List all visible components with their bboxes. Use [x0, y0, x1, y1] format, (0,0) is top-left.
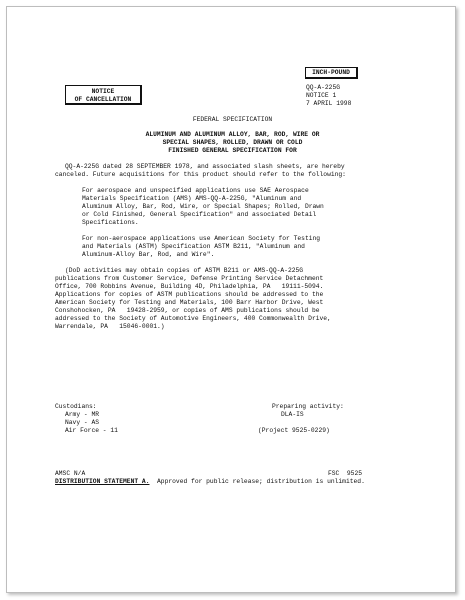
para3-line2: and Materials (ASTM) Specification ASTM B211, "Aluminum and [82, 243, 305, 250]
para4-line1: (DoD activities may obtain copies of ASTM B211 or AMS-QQ-A-225G [65, 267, 304, 274]
para4-line4: Applications for copies of ASTM publications should be addressed to the [55, 291, 324, 298]
custodian-army: Army - MR [65, 411, 100, 418]
para1-line2: canceled. Future acquisitions for this product should refer to the following: [55, 171, 346, 178]
doc-date: 7 APRIL 1998 [306, 100, 352, 107]
project-number: (Project 9525-0229) [258, 427, 330, 434]
para3-line3: Aluminum-Alloy Bar, Rod, and Wire". [82, 251, 215, 258]
notice-number: NOTICE 1 [306, 92, 337, 99]
para4-line8: Warrendale, PA 15046-0001.) [55, 323, 165, 330]
distribution-label: DISTRIBUTION STATEMENT A. [55, 478, 150, 485]
para2-line4: or Cold Finished, General Specification" and associated Detail [82, 211, 317, 218]
para2-line1: For aerospace and unspecified applications use SAE Aerospace [82, 187, 309, 194]
custodian-navy: Navy - AS [65, 419, 100, 426]
spec-type: FEDERAL SPECIFICATION [192, 116, 273, 123]
notice-line2: OF CANCELLATION [74, 96, 132, 103]
para3-line1: For non-aerospace applications use American Society for Testing [82, 235, 321, 242]
para4-line3: Office, 700 Robbins Avenue, Building 4D, Philadelphia, PA 19111-5094. [55, 283, 324, 290]
notice-of-cancellation-box [65, 85, 142, 105]
title-line3: FINISHED GENERAL SPECIFICATION FOR [168, 147, 297, 154]
para4-line6: Conshohocken, PA 19428-2959, or copies of AMS publications should be [55, 307, 320, 314]
amsc: AMSC N/A [55, 470, 86, 477]
para2-line2: Materials Specification (AMS) AMS-QQ-A-225G, "Aluminum and [82, 195, 302, 202]
notice-line1: NOTICE [91, 88, 115, 95]
title-line1: ALUMINUM AND ALUMINUM ALLOY, BAR, ROD, WIRE OR [145, 131, 320, 138]
custodians-heading: Custodians: [55, 403, 97, 410]
para1-line1: QQ-A-225G dated 28 SEPTEMBER 1978, and associated slash sheets, are hereby [65, 163, 345, 170]
preparing-heading: Preparing activity: [272, 403, 344, 410]
para4-line2: publications from Customer Service, Defense Printing Service Detachment [55, 275, 324, 282]
para4-line7: addressed to the Society of Automotive Engineers, 400 Commonwealth Drive, [55, 315, 331, 322]
para2-line3: Aluminum Alloy, Bar, Rod, Wire, or Special Shapes; Rolled, Drawn [82, 203, 324, 210]
title-line2: SPECIAL SHAPES, ROLLED, DRAWN OR COLD [162, 139, 303, 146]
fsc: FSC 9525 [328, 470, 363, 477]
para2-line5: Specifications. [82, 219, 139, 226]
inch-pound-box: INCH-POUND [305, 67, 358, 79]
preparing-activity: DLA-IS [281, 411, 304, 418]
doc-id: QQ-A-225G [306, 84, 341, 91]
para4-line5: American Society for Testing and Materials, 100 Barr Harbor Drive, West [55, 299, 324, 306]
distribution-text: Approved for public release; distribution is unlimited. [149, 478, 365, 485]
distribution-statement [55, 478, 365, 486]
custodian-airforce: Air Force - 11 [65, 427, 118, 434]
